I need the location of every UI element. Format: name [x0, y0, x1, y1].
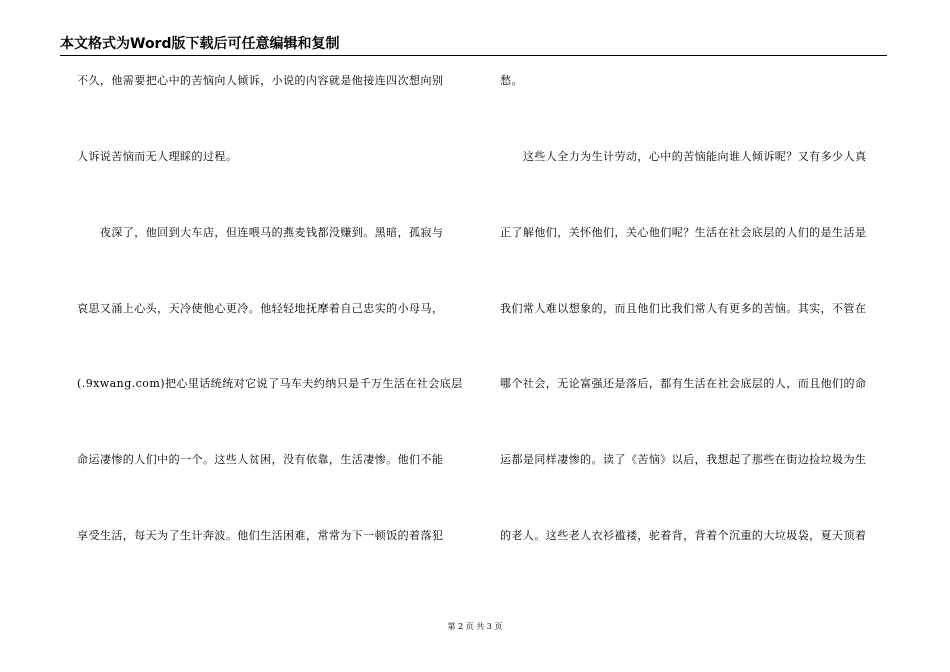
text-line: 哪个社会，无论富强还是落后，都有生活在社会底层的人，而且他们的命: [500, 377, 867, 390]
text-line: 我们常人难以想象的，而且他们比我们常人有更多的苦恼。其实，不管在: [500, 302, 867, 315]
text-line: 运都是同样凄惨的。读了《苦恼》以后，我想起了那些在街边捡垃圾为生: [500, 453, 867, 466]
page-number: 第 2 页 共 3 页: [447, 622, 503, 631]
text-line: 这些人全力为生计劳动，心中的苦恼能向谁人倾诉呢？又有多少人真: [500, 150, 867, 163]
text-line: 不久，他需要把心中的苦恼向人倾诉，小说的内容就是他接连四次想向别: [77, 74, 444, 87]
text-line: 人诉说苦恼而无人理睬的过程。: [77, 150, 238, 163]
text-line: 享受生活，每天为了生计奔波。他们生活困难，常常为下一顿饭的着落犯: [77, 529, 444, 542]
text-line: 愁。: [500, 74, 523, 87]
text-line: (.9xwang.com)把心里话统统对它说了马车夫约纳只是千万生活在社会底层: [77, 377, 463, 390]
page-header: [60, 35, 887, 56]
text-line: 正了解他们，关怀他们，关心他们呢？生活在社会底层的人们的是生活是: [500, 226, 867, 239]
text-line: 夜深了，他回到大车店，但连喂马的燕麦钱都没赚到。黑暗，孤寂与: [77, 226, 444, 239]
header-title: 本文格式为Word版下载后可任意编辑和复制: [60, 36, 340, 52]
text-line: 命运凄惨的人们中的一个。这些人贫困，没有依靠，生活凄惨。他们不能: [77, 453, 444, 466]
text-line: 的老人。这些老人衣衫褴褛，驼着背，背着个沉重的大垃圾袋，夏天顶着: [500, 529, 867, 542]
text-line: 哀思又涌上心头，天冷使他心更冷。他轻轻地抚摩着自己忠实的小母马，: [77, 302, 444, 315]
